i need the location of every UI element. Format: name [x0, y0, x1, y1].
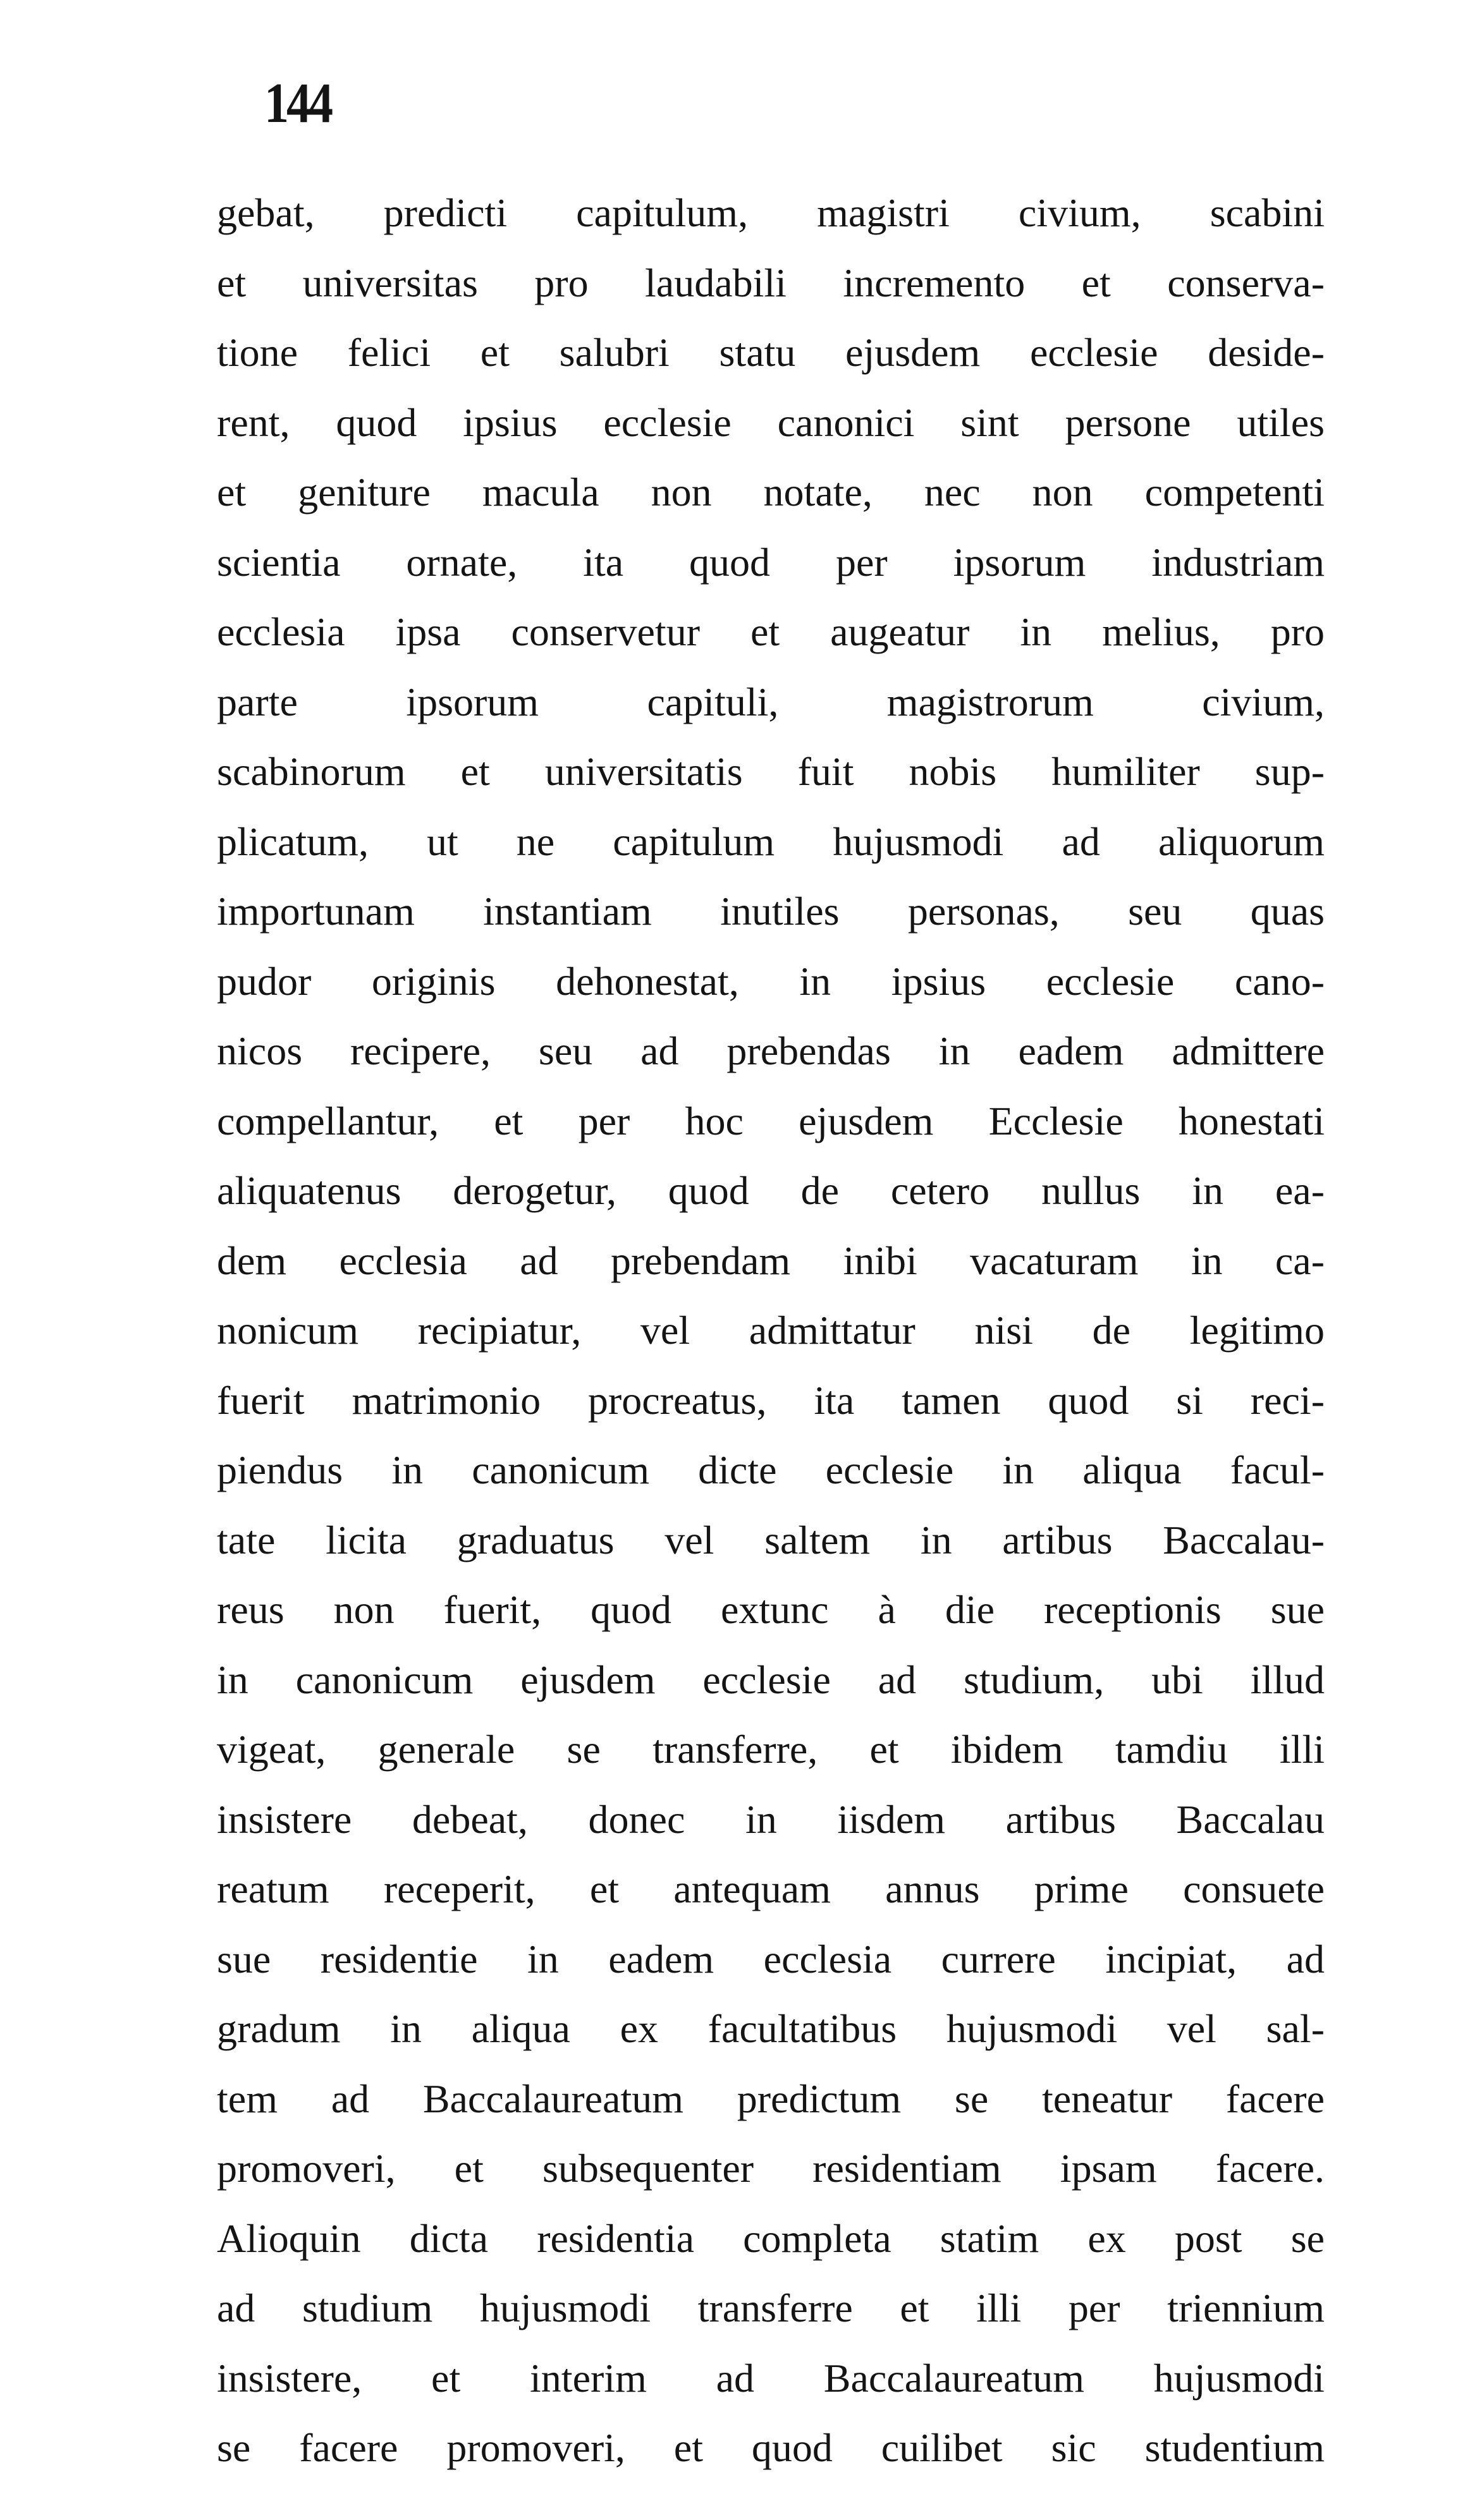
text-line: tate licita graduatus vel saltem in artibus Baccalau- [217, 1517, 1325, 1562]
text-line: plicatum, ut ne capitulum hujusmodi ad aliquorum [217, 819, 1325, 864]
text-line: reatum receperit, et antequam annus prime consuete [217, 1866, 1325, 1911]
text-line: promoveri, et subsequenter residentiam ipsam facere. [217, 2146, 1325, 2191]
text-line: gradum in aliqua ex facultatibus hujusmodi vel sal- [217, 2006, 1325, 2051]
text-line: parte ipsorum capituli, magistrorum civium, [217, 679, 1325, 724]
text-line: pudor originis dehonestat, in ipsius ecclesie cano- [217, 958, 1325, 1004]
body-text [217, 178, 1325, 2483]
text-line: vigeat, generale se transferre, et ibidem tamdiu illi [217, 1727, 1325, 1772]
text-line: dem ecclesia ad prebendam inibi vacaturam in ca- [217, 1238, 1325, 1283]
text-line: tem ad Baccalaureatum predictum se teneatur facere [217, 2076, 1325, 2121]
text-line: et universitas pro laudabili incremento et conserva- [217, 260, 1325, 305]
page-number: 144 [264, 71, 331, 135]
text-line: compellantur, et per hoc ejusdem Ecclesie honestati [217, 1098, 1325, 1143]
text-line: reus non fuerit, quod extunc à die receptionis sue [217, 1587, 1325, 1632]
text-line: se facere promoveri, et quod cuilibet sic studentium [217, 2425, 1325, 2470]
text-line: ad studium hujusmodi transferre et illi per triennium [217, 2286, 1325, 2330]
text-line: rent, quod ipsius ecclesie canonici sint persone utiles [217, 399, 1325, 445]
text-line: nicos recipere, seu ad prebendas in eadem admittere [217, 1028, 1325, 1073]
text-line: tione felici et salubri statu ejusdem ecclesie deside- [217, 330, 1325, 375]
text-line: et geniture macula non notate, nec non competenti [217, 470, 1325, 514]
text-line: insistere debeat, donec in iisdem artibus Baccalau [217, 1796, 1325, 1842]
text-line: importunam instantiam inutiles personas, seu quas [217, 889, 1325, 934]
text-line: in canonicum ejusdem ecclesie ad studium, ubi illud [217, 1657, 1325, 1702]
text-line: gebat, predicti capitulum, magistri civium, scabini [217, 190, 1325, 235]
text-line: nonicum recipiatur, vel admittatur nisi de legitimo [217, 1308, 1325, 1353]
text-line: piendus in canonicum dicte ecclesie in aliqua facul- [217, 1447, 1325, 1492]
text-line: aliquatenus derogetur, quod de cetero nullus in ea- [217, 1168, 1325, 1213]
text-line: insistere, et interim ad Baccalaureatum hujusmodi [217, 2355, 1325, 2401]
text-line: ecclesia ipsa conservetur et augeatur in melius, pro [217, 609, 1325, 654]
text-line: sue residentie in eadem ecclesia currere incipiat, ad [217, 1936, 1325, 1981]
text-line: scabinorum et universitatis fuit nobis humiliter sup- [217, 749, 1325, 794]
text-line: scientia ornate, ita quod per ipsorum industriam [217, 539, 1325, 585]
text-line: Alioquin dicta residentia completa statim ex post se [217, 2215, 1325, 2261]
text-line: fuerit matrimonio procreatus, ita tamen quod si reci- [217, 1377, 1325, 1423]
